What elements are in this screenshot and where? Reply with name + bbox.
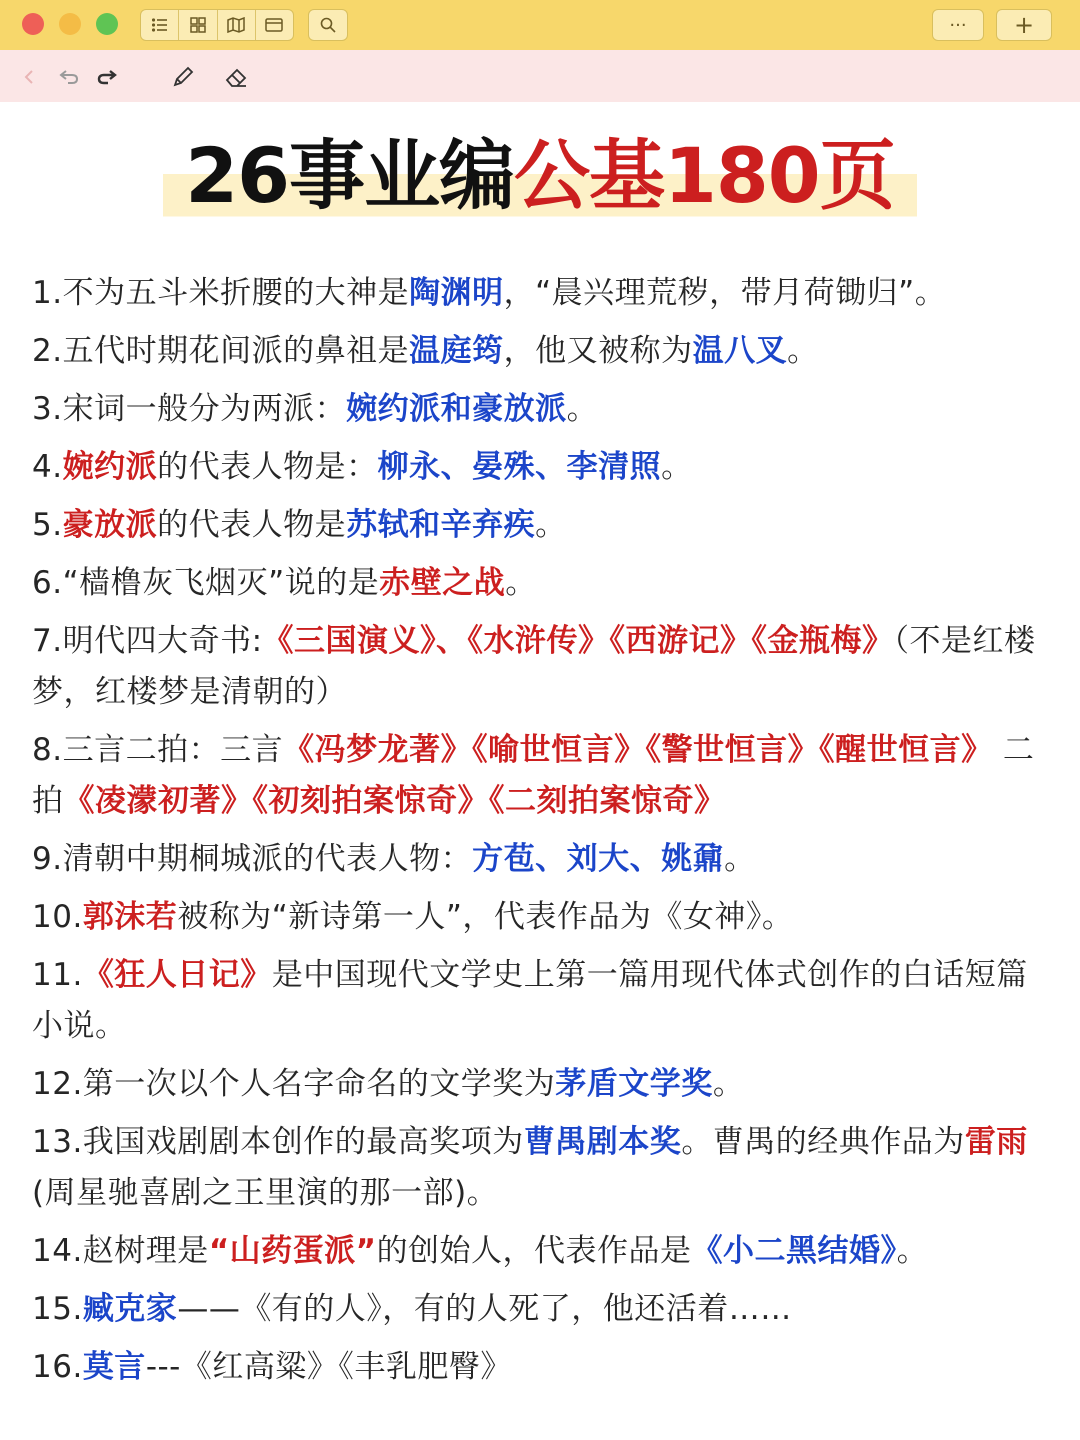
plain-text: 12.第一次以个人名字命名的文学奖为 [32, 1066, 556, 1102]
highlight-blue-text: 茅盾文学奖 [555, 1066, 713, 1102]
more-icon: ··· [949, 14, 967, 36]
pencil-tool[interactable] [170, 64, 196, 90]
window-titlebar [0, 0, 1080, 50]
highlight-blue-text: 臧克家 [82, 1291, 178, 1327]
title-part-red: 公基180页 [514, 131, 895, 220]
list-item [32, 1342, 1052, 1393]
redo-icon [96, 68, 118, 86]
list-item [32, 950, 1052, 1052]
plain-text: 1.不为五斗米折腰的大神是 [32, 275, 410, 311]
list-item [32, 268, 1052, 319]
highlight-red-text: 豪放派 [62, 507, 158, 543]
plain-text: 14.赵树理是 [32, 1233, 209, 1269]
view-switcher [140, 9, 294, 41]
back-button[interactable] [16, 64, 42, 90]
plain-text: 。 [724, 841, 756, 877]
plain-text: 16. [32, 1349, 83, 1385]
plain-text: 。 [505, 565, 537, 601]
knowledge-list [32, 268, 1052, 1400]
highlight-red-text: “山药蛋派” [208, 1233, 377, 1269]
close-window-button[interactable] [22, 13, 44, 35]
eraser-icon [224, 65, 250, 89]
undo-icon [58, 68, 80, 86]
plain-text: 6.“樯橹灰飞烟灭”说的是 [32, 565, 380, 601]
plain-text: 。 [566, 391, 599, 427]
search-icon [320, 17, 336, 33]
grid-icon [190, 17, 206, 33]
highlight-blue-text: 方苞、刘大、姚鼐 [472, 841, 725, 877]
plain-text: 8.三言二拍：三言 [32, 732, 284, 768]
window-icon [265, 18, 283, 32]
plain-text: 是中国现代文学史上第一篇用现代体式创作的白话短篇小说。 [32, 957, 1028, 1044]
highlight-blue-text: 苏轼和辛弃疾 [346, 507, 536, 543]
plain-text: 5. [32, 507, 63, 543]
minimize-window-button[interactable] [59, 13, 81, 35]
plain-text: 13.我国戏剧剧本创作的最高奖项为 [32, 1124, 524, 1160]
list-item [32, 1117, 1052, 1219]
more-button[interactable] [932, 9, 984, 41]
list-item [32, 834, 1052, 885]
plain-text: ---《红高粱》《丰乳肥臀》 [145, 1349, 512, 1385]
plain-text: 。曹禺的经典作品为 [681, 1124, 965, 1160]
list-item [32, 1059, 1052, 1110]
plain-text: 的代表人物是 [157, 507, 347, 543]
map-icon [227, 17, 245, 33]
highlight-red-text: 婉约派 [62, 449, 158, 485]
plain-text: （不是红楼梦，红楼梦是清朝的） [32, 623, 1036, 710]
plain-text: ，他又被称为 [503, 333, 693, 369]
plain-text: 的创始人，代表作品是 [376, 1233, 692, 1269]
editor-toolbar [0, 50, 1080, 102]
list-item [32, 558, 1052, 609]
plain-text: 二拍 [32, 732, 1035, 819]
highlight-red-text: 《狂人日记》 [82, 957, 272, 993]
highlight-blue-text: 莫言 [82, 1349, 146, 1385]
highlight-blue-text: 曹禺剧本奖 [523, 1124, 682, 1160]
plain-text: (周星驰喜剧之王里演的那一部)。 [32, 1175, 499, 1211]
plain-text: 2.五代时期花间派的鼻祖是 [32, 333, 410, 369]
add-icon: + [1013, 11, 1035, 39]
plain-text: 。 [896, 1233, 929, 1269]
plain-text: ——《有的人》，有的人死了，他还活着…… [177, 1291, 792, 1327]
zoom-window-button[interactable] [96, 13, 118, 35]
plain-text: 。 [535, 507, 567, 543]
undo-button[interactable] [56, 64, 82, 90]
add-button[interactable] [996, 9, 1052, 41]
list-item [32, 1226, 1052, 1277]
plain-text: 的代表人物是： [157, 449, 378, 485]
highlight-red-text: 赤壁之战 [379, 565, 506, 601]
list-item [32, 1284, 1052, 1335]
highlight-red-text: 郭沫若 [82, 899, 178, 935]
plain-text: 7.明代四大奇书: [32, 623, 263, 659]
highlight-blue-text: 柳永、晏殊、李清照 [377, 449, 662, 485]
plain-text: 9.清朝中期桐城派的代表人物： [32, 841, 473, 877]
list-item [32, 500, 1052, 551]
plain-text: 10. [32, 899, 83, 935]
eraser-tool[interactable] [224, 64, 250, 90]
plain-text: 。 [787, 333, 819, 369]
plain-text: 被称为“新诗第一人”，代表作品为《女神》。 [177, 899, 794, 935]
highlight-red-text: 《凌濛初著》《初刻拍案惊奇》《二刻拍案惊奇》 [63, 783, 726, 819]
back-icon [23, 69, 35, 85]
list-item [32, 442, 1052, 493]
plain-text: 11. [32, 957, 83, 993]
highlight-blue-text: 婉约派和豪放派 [346, 391, 567, 427]
highlight-red-text: 《三国演义》、《水浒传》《西游记》《金瓶梅》 [262, 623, 894, 659]
map-view-button[interactable] [218, 10, 256, 40]
plain-text: ，“晨兴理荒秽，带月荷锄归”。 [503, 275, 947, 311]
search-button[interactable] [308, 9, 348, 41]
list-icon [152, 18, 168, 32]
list-item [32, 725, 1052, 827]
highlight-blue-text: 温八叉 [692, 333, 788, 369]
grid-view-button[interactable] [179, 10, 217, 40]
list-item [32, 384, 1052, 435]
note-title-wrap [0, 128, 1080, 224]
highlight-blue-text: 温庭筠 [409, 333, 504, 369]
plain-text: 3.宋词一般分为两派： [32, 391, 347, 427]
plain-text: 。 [661, 449, 693, 485]
list-view-button[interactable] [141, 10, 179, 40]
title-part-black: 26事业编 [185, 131, 515, 220]
list-item [32, 892, 1052, 943]
window-view-button[interactable] [256, 10, 293, 40]
note-title [163, 128, 916, 224]
highlight-red-text: 《冯梦龙著》《喻世恒言》《警世恒言》《醒世恒言》 [283, 732, 993, 768]
highlight-blue-text: 陶渊明 [409, 275, 504, 311]
pencil-icon [171, 65, 195, 89]
plain-text: 。 [712, 1066, 745, 1102]
plain-text: 15. [32, 1291, 83, 1327]
redo-button[interactable] [94, 64, 120, 90]
list-item [32, 616, 1052, 718]
list-item [32, 326, 1052, 377]
highlight-blue-text: 《小二黑结婚》 [691, 1233, 897, 1269]
highlight-red-text: 雷雨 [964, 1124, 1028, 1160]
plain-text: 4. [32, 449, 63, 485]
